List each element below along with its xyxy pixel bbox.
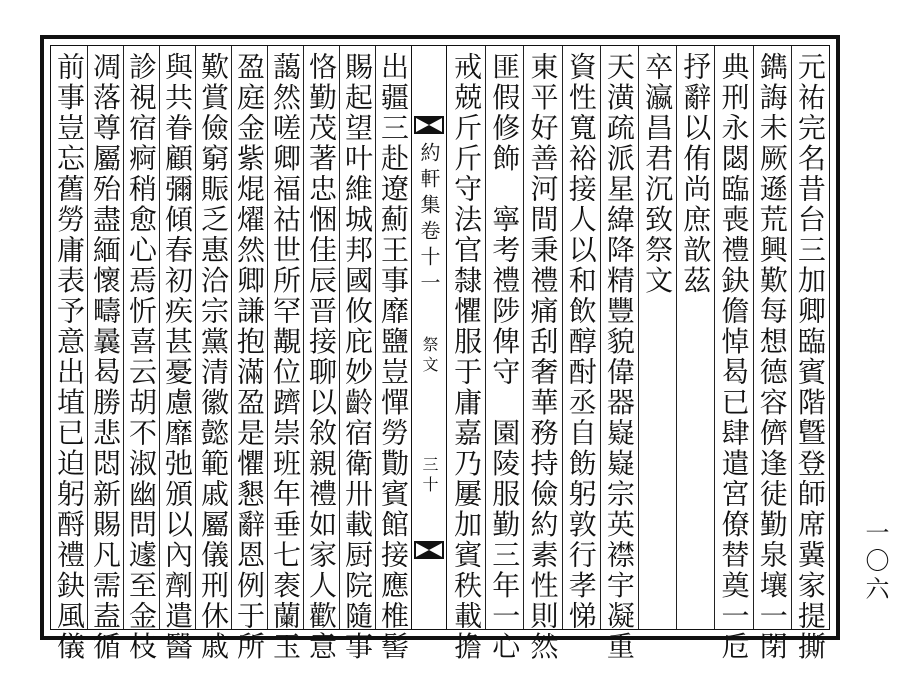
column-rule: [791, 46, 792, 629]
column-rule: [123, 46, 124, 629]
column-rule: [339, 46, 340, 629]
column-rule: [267, 46, 268, 629]
page-inner-border: [50, 45, 830, 662]
left-page-text-column: 歎賞儉窮賑乏惠洽宗黨清徽懿範戚屬儀刑休戚: [197, 52, 230, 662]
column-rule: [562, 46, 563, 629]
column-rule: [375, 46, 376, 629]
fold-line-right: [446, 46, 447, 629]
right-page-text-column: 鐫誨未厥遜荒興歎每想德容儕逢徒勤泉壤一閉: [755, 52, 789, 662]
column-rule: [195, 46, 196, 629]
left-page-text-column: 與共眷顧彌傾春初疾甚憂慮靡弛頒以內劑遣醫: [161, 52, 194, 662]
right-page-text-column: 天潢疏派星緯降精豐貌偉器嶷嶷宗英襟宇凝重: [602, 52, 636, 662]
right-page-text-column: 匪假修飾 寧考禮陟俾守 園陵服勤三年一心: [488, 52, 522, 662]
lower-fishtail-icon: [414, 541, 444, 559]
left-page-text-column: 恪勤茂著忠悃佳辰晋接聊以敘親禮如家人歡意: [305, 52, 338, 662]
column-rule: [523, 46, 524, 629]
left-page-text-column: 盈庭金紫焜燿然卿謙抱滿盈是懼懇辭恩例于所: [233, 52, 266, 662]
right-page-text-column: 東平好善河間秉禮痛刮奢華務持儉約素性則然: [526, 52, 560, 662]
right-page-text-column: 戒兢斤斤守法官隸懼服于庸嘉乃屢加賓秩載擔: [450, 52, 484, 662]
column-rule: [159, 46, 160, 629]
column-rule: [600, 46, 601, 629]
fold-line-left: [411, 46, 412, 629]
left-page-text-column: 賜起望叶維城邦國攸庇妙齡宿衛卅載厨院隨事: [341, 52, 374, 662]
left-page-text-column: 前事豈忘舊勞庸表予意出埴已迫躬酹禮鈌風儀: [53, 52, 86, 662]
upper-fishtail-icon: [414, 116, 444, 134]
right-page-text-column: 抒辭以侑尚庶歆茲: [679, 52, 713, 296]
page-number: 一〇六: [861, 520, 889, 604]
right-page-text-column: 資性寬裕接人以和飲醇酎丞自飭躬敦行孝悌: [564, 52, 598, 632]
left-page-text-column: 診視宿痾稍愈心焉忻喜云胡不淑幽問遽至金枝: [125, 52, 158, 662]
column-rule: [753, 46, 754, 629]
column-rule: [87, 46, 88, 629]
column-rule: [638, 46, 639, 629]
column-rule: [485, 46, 486, 629]
right-page-text-column: 元祐完名昔台三加卿臨賓階曁登師席冀家提撕: [793, 52, 827, 662]
book-title: 約軒集卷十一: [417, 142, 441, 298]
folio-number: 三十: [420, 456, 439, 496]
section-label: 祭文: [420, 336, 439, 376]
left-page-text-column: 出疆三赴遼薊王事靡鹽豈憚勞勩賓館接應椎髻: [377, 52, 410, 662]
left-page-text-column: 凋落尊屬殆盡緬懷疇曩曷勝悲悶新賜凡需盍循: [89, 52, 122, 662]
column-rule: [676, 46, 677, 629]
right-page-text-column: 典刑永閟臨喪禮鈌儋悼曷已肆遣宮僚替奠一卮: [717, 52, 751, 662]
column-rule: [231, 46, 232, 629]
right-page-text-column: 卒瀛昌君沉致祭文: [641, 52, 675, 296]
page-frame: [40, 35, 840, 662]
left-page-text-column: 藹然嗟卿福祜世所罕覯位躋崇班年垂七袠蘭玉: [269, 52, 302, 662]
column-rule: [714, 46, 715, 629]
column-rule: [303, 46, 304, 629]
